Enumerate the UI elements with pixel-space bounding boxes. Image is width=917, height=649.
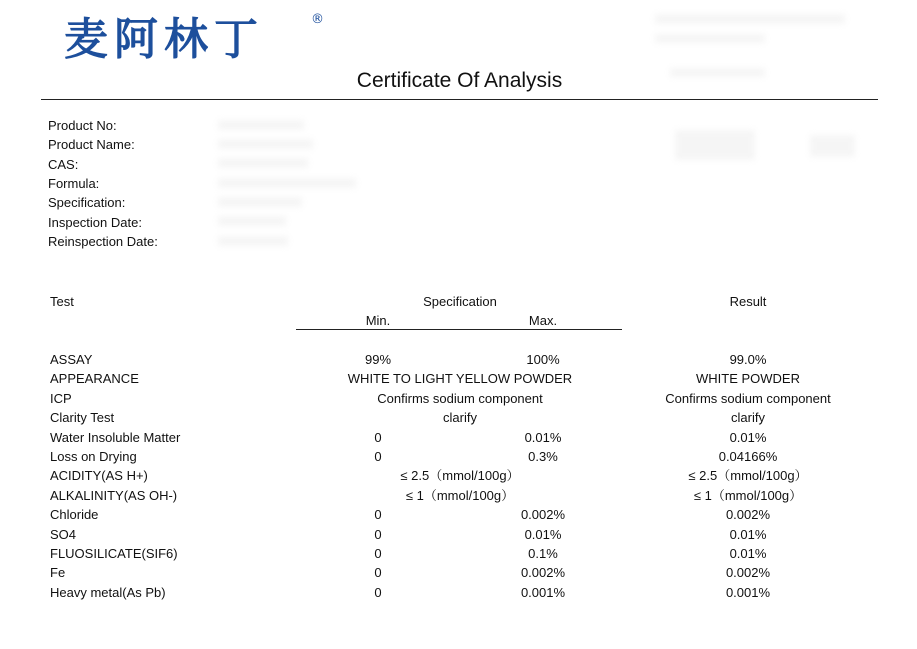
field-label: Product No: <box>48 118 117 133</box>
test-name-cell: ACIDITY(AS H+) <box>50 468 148 483</box>
min-cell: 0 <box>374 585 382 600</box>
specification-cell: clarify <box>443 410 477 425</box>
min-cell: 0 <box>374 546 382 561</box>
test-name-cell: Heavy metal(As Pb) <box>50 585 166 600</box>
result-cell: clarify <box>731 410 765 425</box>
max-cell: 0.001% <box>520 585 566 600</box>
max-cell: 0.1% <box>528 546 558 561</box>
test-name-cell: FLUOSILICATE(SIF6) <box>50 546 178 561</box>
max-cell: 0.002% <box>520 565 566 580</box>
redacted-field-value <box>218 236 288 246</box>
redacted-field-value <box>218 178 356 188</box>
field-label: Reinspection Date: <box>48 234 158 249</box>
test-name-cell: ICP <box>50 391 72 406</box>
document-title: Certificate Of Analysis <box>356 69 563 92</box>
min-cell: 0 <box>374 449 382 464</box>
min-cell: 0 <box>374 507 382 522</box>
test-name-cell: Water Insoluble Matter <box>50 430 181 445</box>
result-cell: 0.01% <box>729 430 767 445</box>
max-cell: 0.01% <box>524 527 562 542</box>
field-label: Formula: <box>48 176 100 191</box>
result-cell: 0.002% <box>725 565 771 580</box>
max-cell: 0.002% <box>520 507 566 522</box>
specification-cell: ≤ 1（mmol/100g） <box>405 488 515 503</box>
specification-cell: ≤ 2.5（mmol/100g） <box>400 468 520 483</box>
redacted-stamp-area <box>675 130 755 160</box>
title-divider <box>41 99 878 100</box>
result-cell: Confirms sodium component <box>665 391 831 406</box>
field-label: Specification: <box>48 195 126 210</box>
specification-underline <box>296 329 622 330</box>
result-cell: 0.04166% <box>718 449 778 464</box>
redacted-stamp-area <box>810 135 855 157</box>
redacted-field-value <box>218 120 304 130</box>
header-max: Max. <box>528 313 558 328</box>
specification-cell: Confirms sodium component <box>377 391 543 406</box>
result-cell: 0.01% <box>729 527 767 542</box>
result-cell: ≤ 2.5（mmol/100g） <box>688 468 808 483</box>
max-cell: 0.01% <box>524 430 562 445</box>
redacted-header-info <box>655 14 845 24</box>
max-cell: 0.3% <box>528 449 558 464</box>
test-name-cell: APPEARANCE <box>50 371 139 386</box>
header-test: Test <box>50 294 74 309</box>
redacted-field-value <box>218 158 308 168</box>
max-cell: 100% <box>526 352 560 367</box>
redacted-field-value <box>218 197 302 207</box>
redacted-field-value <box>218 216 286 226</box>
company-logo: 麦阿林丁 <box>64 14 264 65</box>
test-name-cell: Fe <box>50 565 66 580</box>
redacted-field-value <box>218 139 313 149</box>
result-cell: ≤ 1（mmol/100g） <box>693 488 803 503</box>
registered-trademark-mark: ® <box>311 12 324 27</box>
test-name-cell: Loss on Drying <box>50 449 137 464</box>
result-cell: 99.0% <box>729 352 767 367</box>
redacted-header-info <box>655 34 765 43</box>
test-name-cell: Clarity Test <box>50 410 115 425</box>
test-name-cell: Chloride <box>50 507 99 522</box>
field-label: CAS: <box>48 157 79 172</box>
result-cell: 0.001% <box>725 585 771 600</box>
min-cell: 99% <box>364 352 392 367</box>
header-specification: Specification <box>423 294 497 309</box>
field-label: Inspection Date: <box>48 215 142 230</box>
specification-cell: WHITE TO LIGHT YELLOW POWDER <box>347 371 573 386</box>
result-cell: 0.002% <box>725 507 771 522</box>
result-cell: WHITE POWDER <box>696 371 800 386</box>
test-name-cell: ALKALINITY(AS OH-) <box>50 488 178 503</box>
test-name-cell: ASSAY <box>50 352 93 367</box>
header-min: Min. <box>365 313 391 328</box>
min-cell: 0 <box>374 430 382 445</box>
min-cell: 0 <box>374 527 382 542</box>
field-label: Product Name: <box>48 137 135 152</box>
result-cell: 0.01% <box>729 546 767 561</box>
header-result: Result <box>729 294 767 309</box>
test-name-cell: SO4 <box>50 527 77 542</box>
min-cell: 0 <box>374 565 382 580</box>
